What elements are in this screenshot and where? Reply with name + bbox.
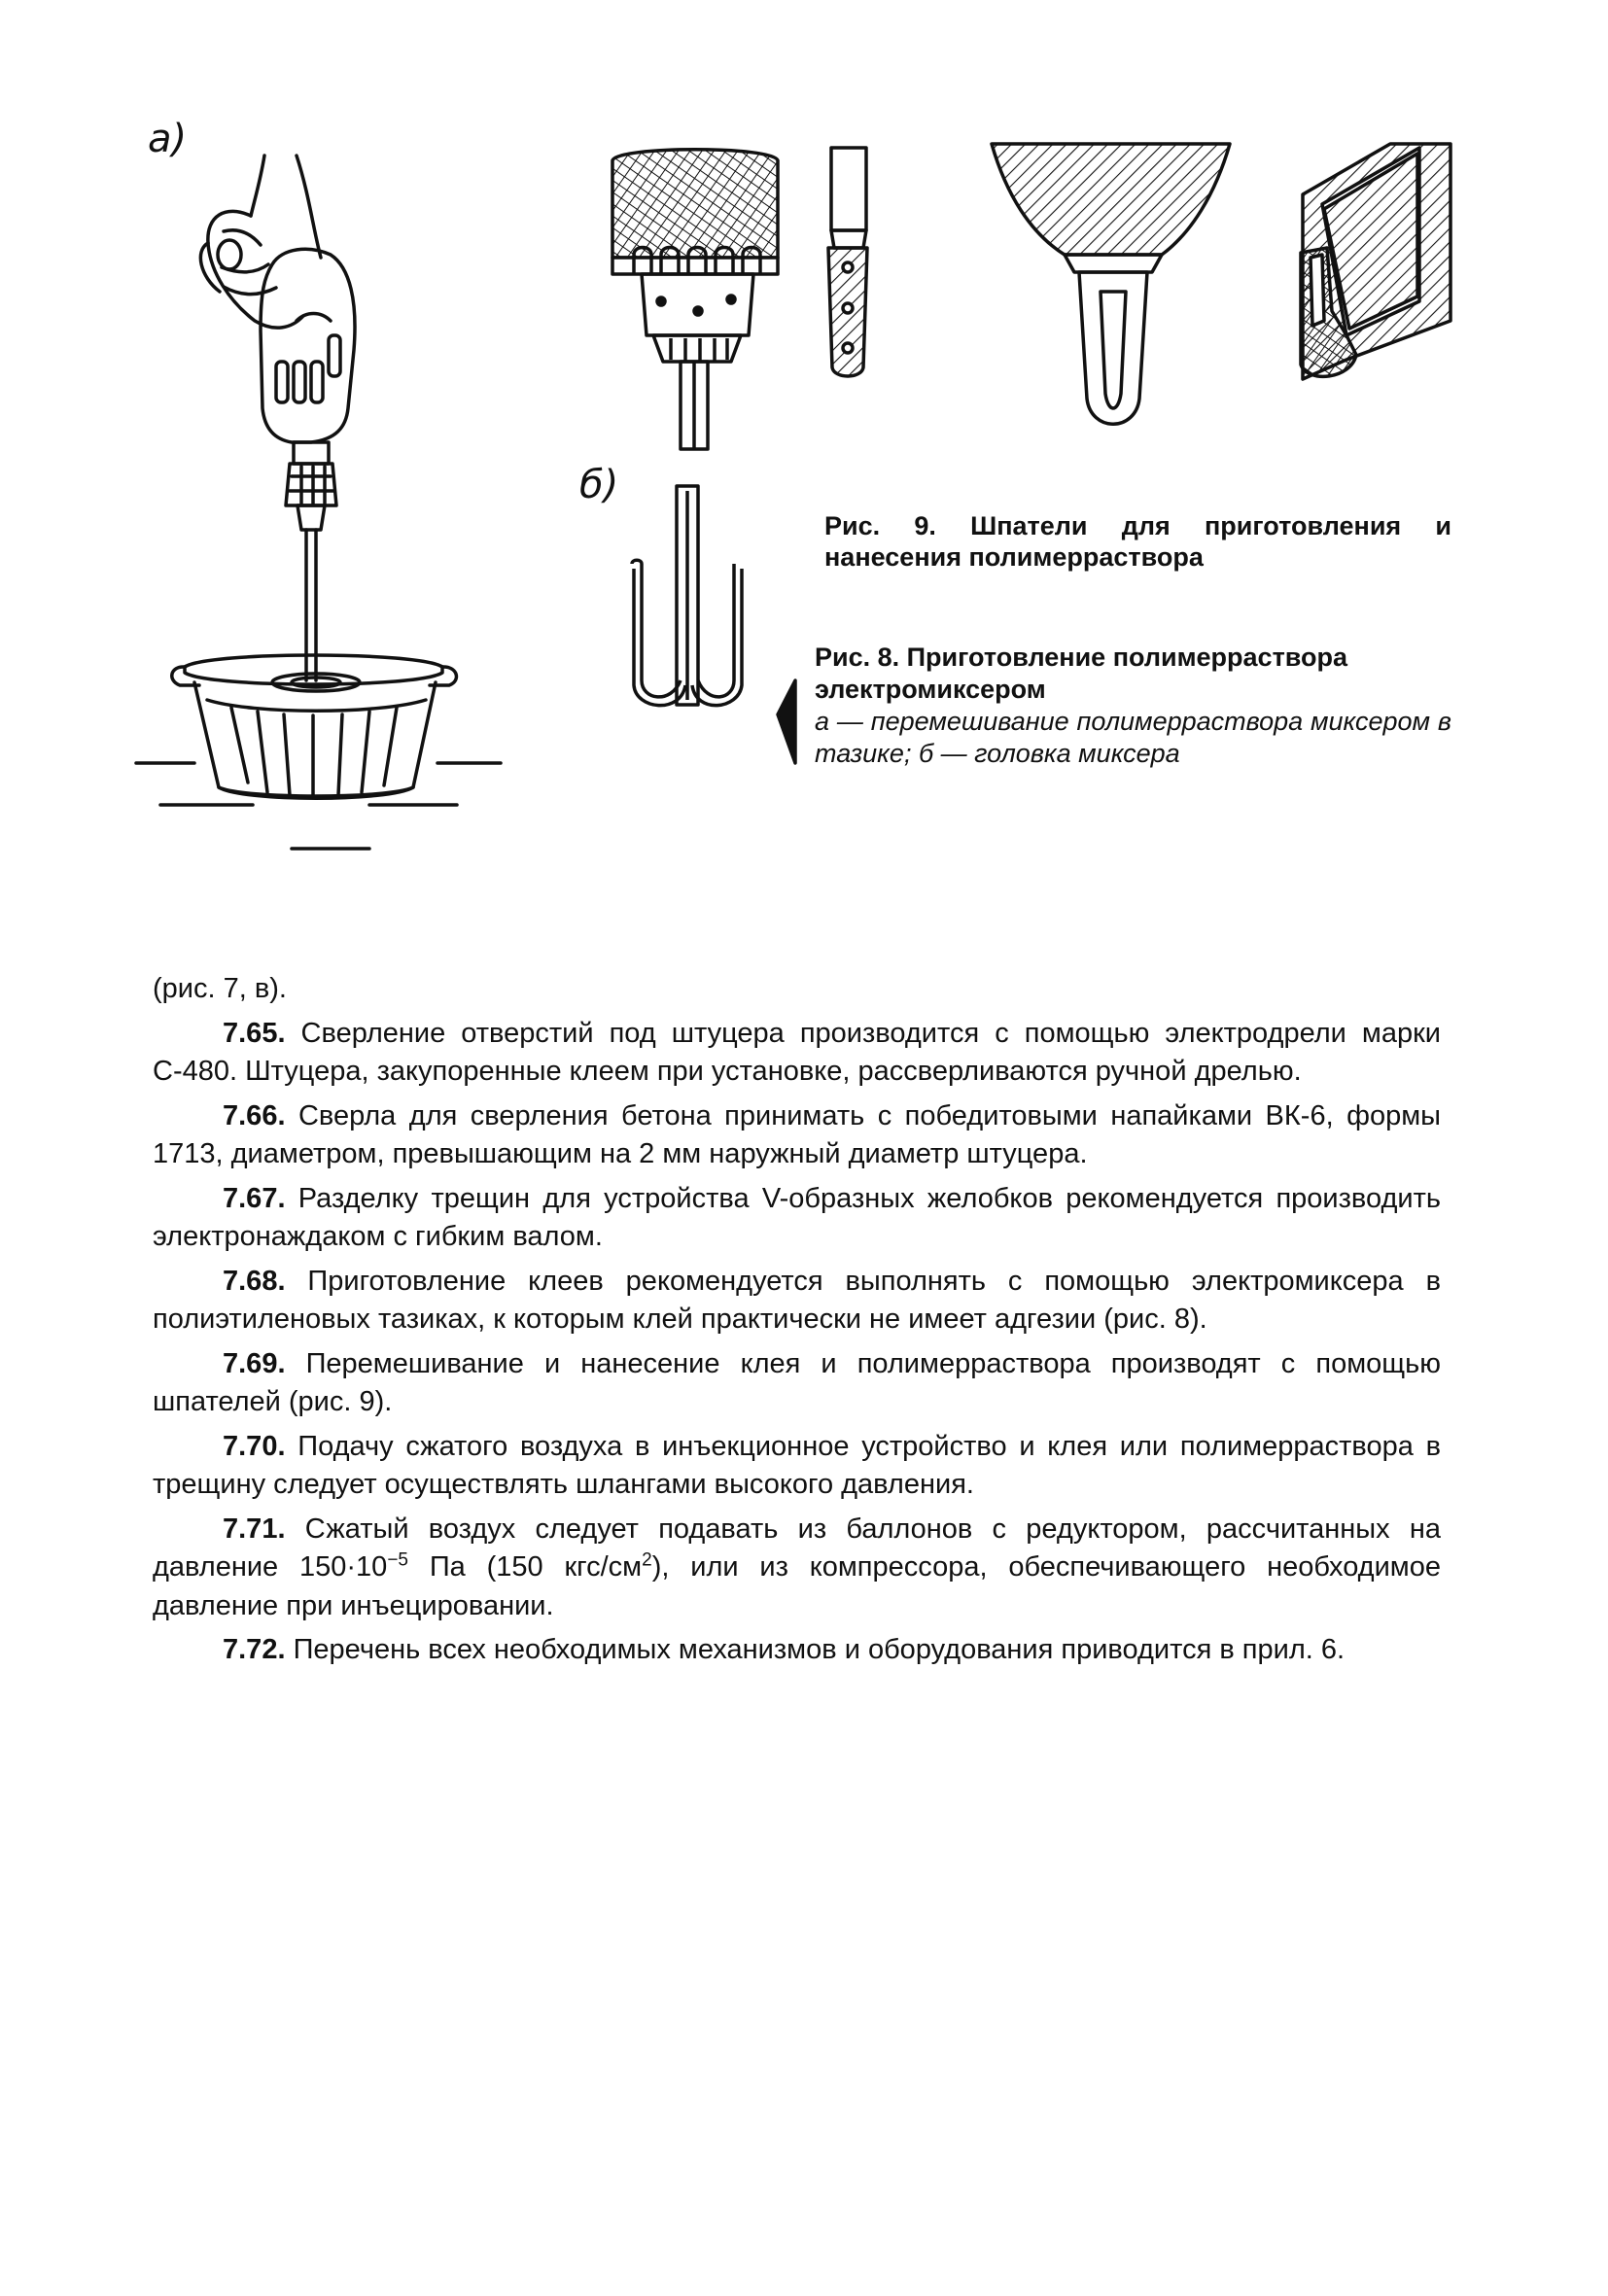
figure-8-title: Рис. 8. Приготовление полимерраствора электромиксером [815,643,1348,704]
paragraph-text: Сверление отверстий под штуцера производится с помощью электродрели марки С-480. Штуцера, закупоренные клеем при установке, рассверливаются ручной дрелью. [153,1017,1441,1087]
paragraph-7-70 [153,1428,1441,1505]
paragraph-text: Разделку трещин для устройства V-образных желобков рекомендуется производить электронаждаком с гибким валом. [153,1182,1441,1252]
paragraph-7-69 [153,1345,1441,1422]
chuck-spatula-drawing [612,150,778,449]
paragraph-number: 7.69. [223,1347,286,1379]
wide-spatula-drawing [992,144,1230,424]
paragraph-text: Перемешивание и нанесение клея и полимерраствора производят с помощью шпателей (рис. 9). [153,1347,1441,1417]
paragraph-text: ), или из компрессора, обеспечивающего необходимое давление при инъецировании. [153,1551,1441,1621]
rubber-spatula-drawing [1301,144,1451,379]
paragraph-7-65 [153,1015,1441,1092]
paragraph-7-72 [153,1631,1441,1670]
exponent: 2 [642,1549,652,1571]
paragraph-number: 7.70. [223,1430,286,1462]
figure-9-caption: Рис. 9. Шпатели для приготовления и нанесения полимерраствора [824,511,1451,572]
figure-a-label: а) [148,117,188,161]
body-text [153,970,1441,1676]
paragraph-text: Сверла для сверления бетона принимать с победитовыми напайками ВК-6, формы 1713, диаметром, превышающим на 2 мм наружный диаметр штуцера. [153,1099,1441,1169]
paragraph-number: 7.71. [223,1513,286,1545]
mixer-in-basin-drawing [136,156,501,849]
paragraph-7-68 [153,1263,1441,1339]
intro-line: (рис. 7, в). [153,973,287,1004]
figures-illustration [0,0,1608,972]
figure-8-caption [815,642,1451,770]
paragraph-text: Подачу сжатого воздуха в инъекционное устройство и клея или полимерраствора в трещину следует осуществлять шлангами высокого давления. [153,1430,1442,1500]
paragraph-text: Па (150 кгс/см [407,1551,643,1583]
paragraph-7-66 [153,1097,1441,1174]
paragraph-text: Перечень всех необходимых механизмов и оборудования приводится в прил. 6. [293,1634,1346,1665]
narrow-spatula-drawing [828,148,867,376]
paragraph-text: Приготовление клеев рекомендуется выполнять с помощью электромиксера в полиэтиленовых тазиках, к которым клей практически не имеет адгезии (рис. 8). [153,1265,1441,1335]
figure-b-label: б) [579,463,619,507]
paragraph-number: 7.66. [223,1099,286,1131]
paragraph-number: 7.72. [223,1634,286,1665]
paragraph-7-71 [153,1511,1441,1626]
paragraph-number: 7.68. [223,1265,286,1297]
paragraph-number: 7.65. [223,1017,286,1049]
paragraph-7-67 [153,1180,1441,1257]
paragraph-number: 7.67. [223,1182,286,1214]
exponent: −5 [387,1549,408,1571]
mixer-head-drawing [632,486,795,763]
paragraph-text: Сжатый воздух следует подавать из баллонов с редуктором, рассчитанных на давление 150·10 [153,1513,1441,1583]
figure-8-description: а — перемешивание полимерраствора миксером в тазике; б — головка миксера [815,707,1451,768]
